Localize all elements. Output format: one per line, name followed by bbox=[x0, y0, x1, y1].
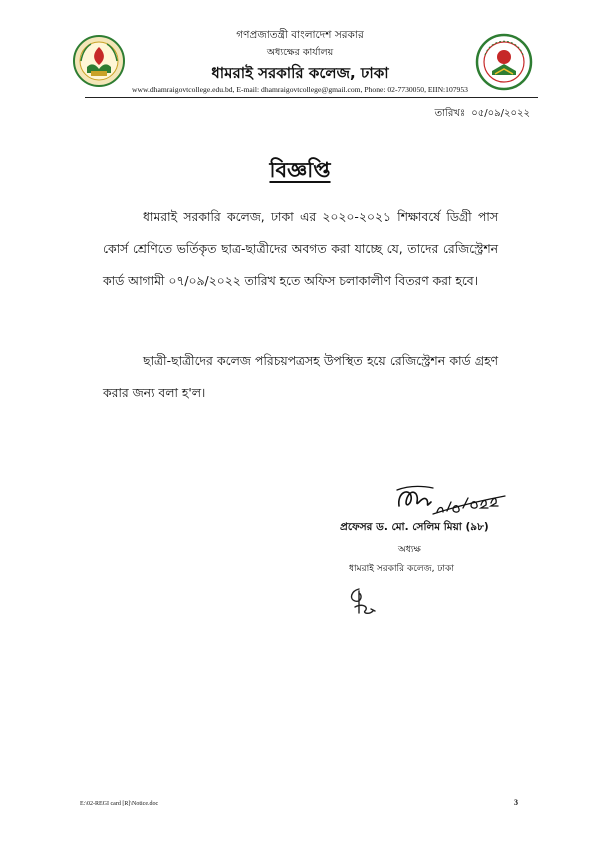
signatory-title: অধ্যক্ষ bbox=[398, 545, 421, 555]
footer-page-number: 3 bbox=[514, 798, 518, 807]
government-line: গণপ্রজাতন্ত্রী বাংলাদেশ সরকার bbox=[236, 29, 364, 41]
notice-date bbox=[435, 106, 530, 123]
signatory-name: প্রফেসর ড. মো. সেলিম মিয়া (৯৮) bbox=[340, 521, 489, 533]
signatory-college: ধামরাই সরকারি কলেজ, ঢাকা bbox=[349, 564, 454, 574]
notice-paragraph-2: ছাত্রী-ছাত্রীদের কলেজ পরিচয়পত্রসহ উপস্থিত হয়ে রেজিস্ট্রেশন কার্ড গ্রহণ করার জন্য বলা হ'ল। bbox=[103, 354, 498, 400]
notice-paragraph-1: ধামরাই সরকারি কলেজ, ঢাকা এর ২০২০-২০২১ শিক্ষাবর্ষে ডিগ্রী পাস কোর্স শ্রেণিতে ভর্তিকৃত ছাত্র-ছাত্রীদের অবগত করা যাচ্ছে যে, তাদের রেজিস্ট্রেশন কার্ড আগামী ০৭/০৯/২০২২ তারিখ হতে অফিস চলাকালীণ বিতরণ করা হবে। bbox=[103, 210, 498, 288]
footer-file-path: E:\02-REGI card [R]\Notice.doc bbox=[80, 801, 159, 807]
principal-signature bbox=[393, 484, 513, 524]
header-divider bbox=[85, 97, 538, 98]
initials-signature bbox=[345, 585, 385, 617]
date-label: তারিখঃ bbox=[434, 108, 466, 119]
notice-title-text: বিজ্ঞপ্তি bbox=[269, 158, 331, 182]
date-value: ০৫/০৯/২০২২ bbox=[471, 108, 530, 119]
office-line: অধ্যক্ষের কার্যালয় bbox=[266, 47, 334, 58]
college-name: ধামরাই সরকারি কলেজ, ঢাকা bbox=[211, 64, 389, 82]
contact-line: www.dhamraigovtcollege.edu.bd, E-mail: dhamraigovtcollege@gmail.com, Phone: 02-7730050, EIIN:107953 bbox=[132, 85, 468, 94]
notice-title bbox=[0, 154, 600, 189]
